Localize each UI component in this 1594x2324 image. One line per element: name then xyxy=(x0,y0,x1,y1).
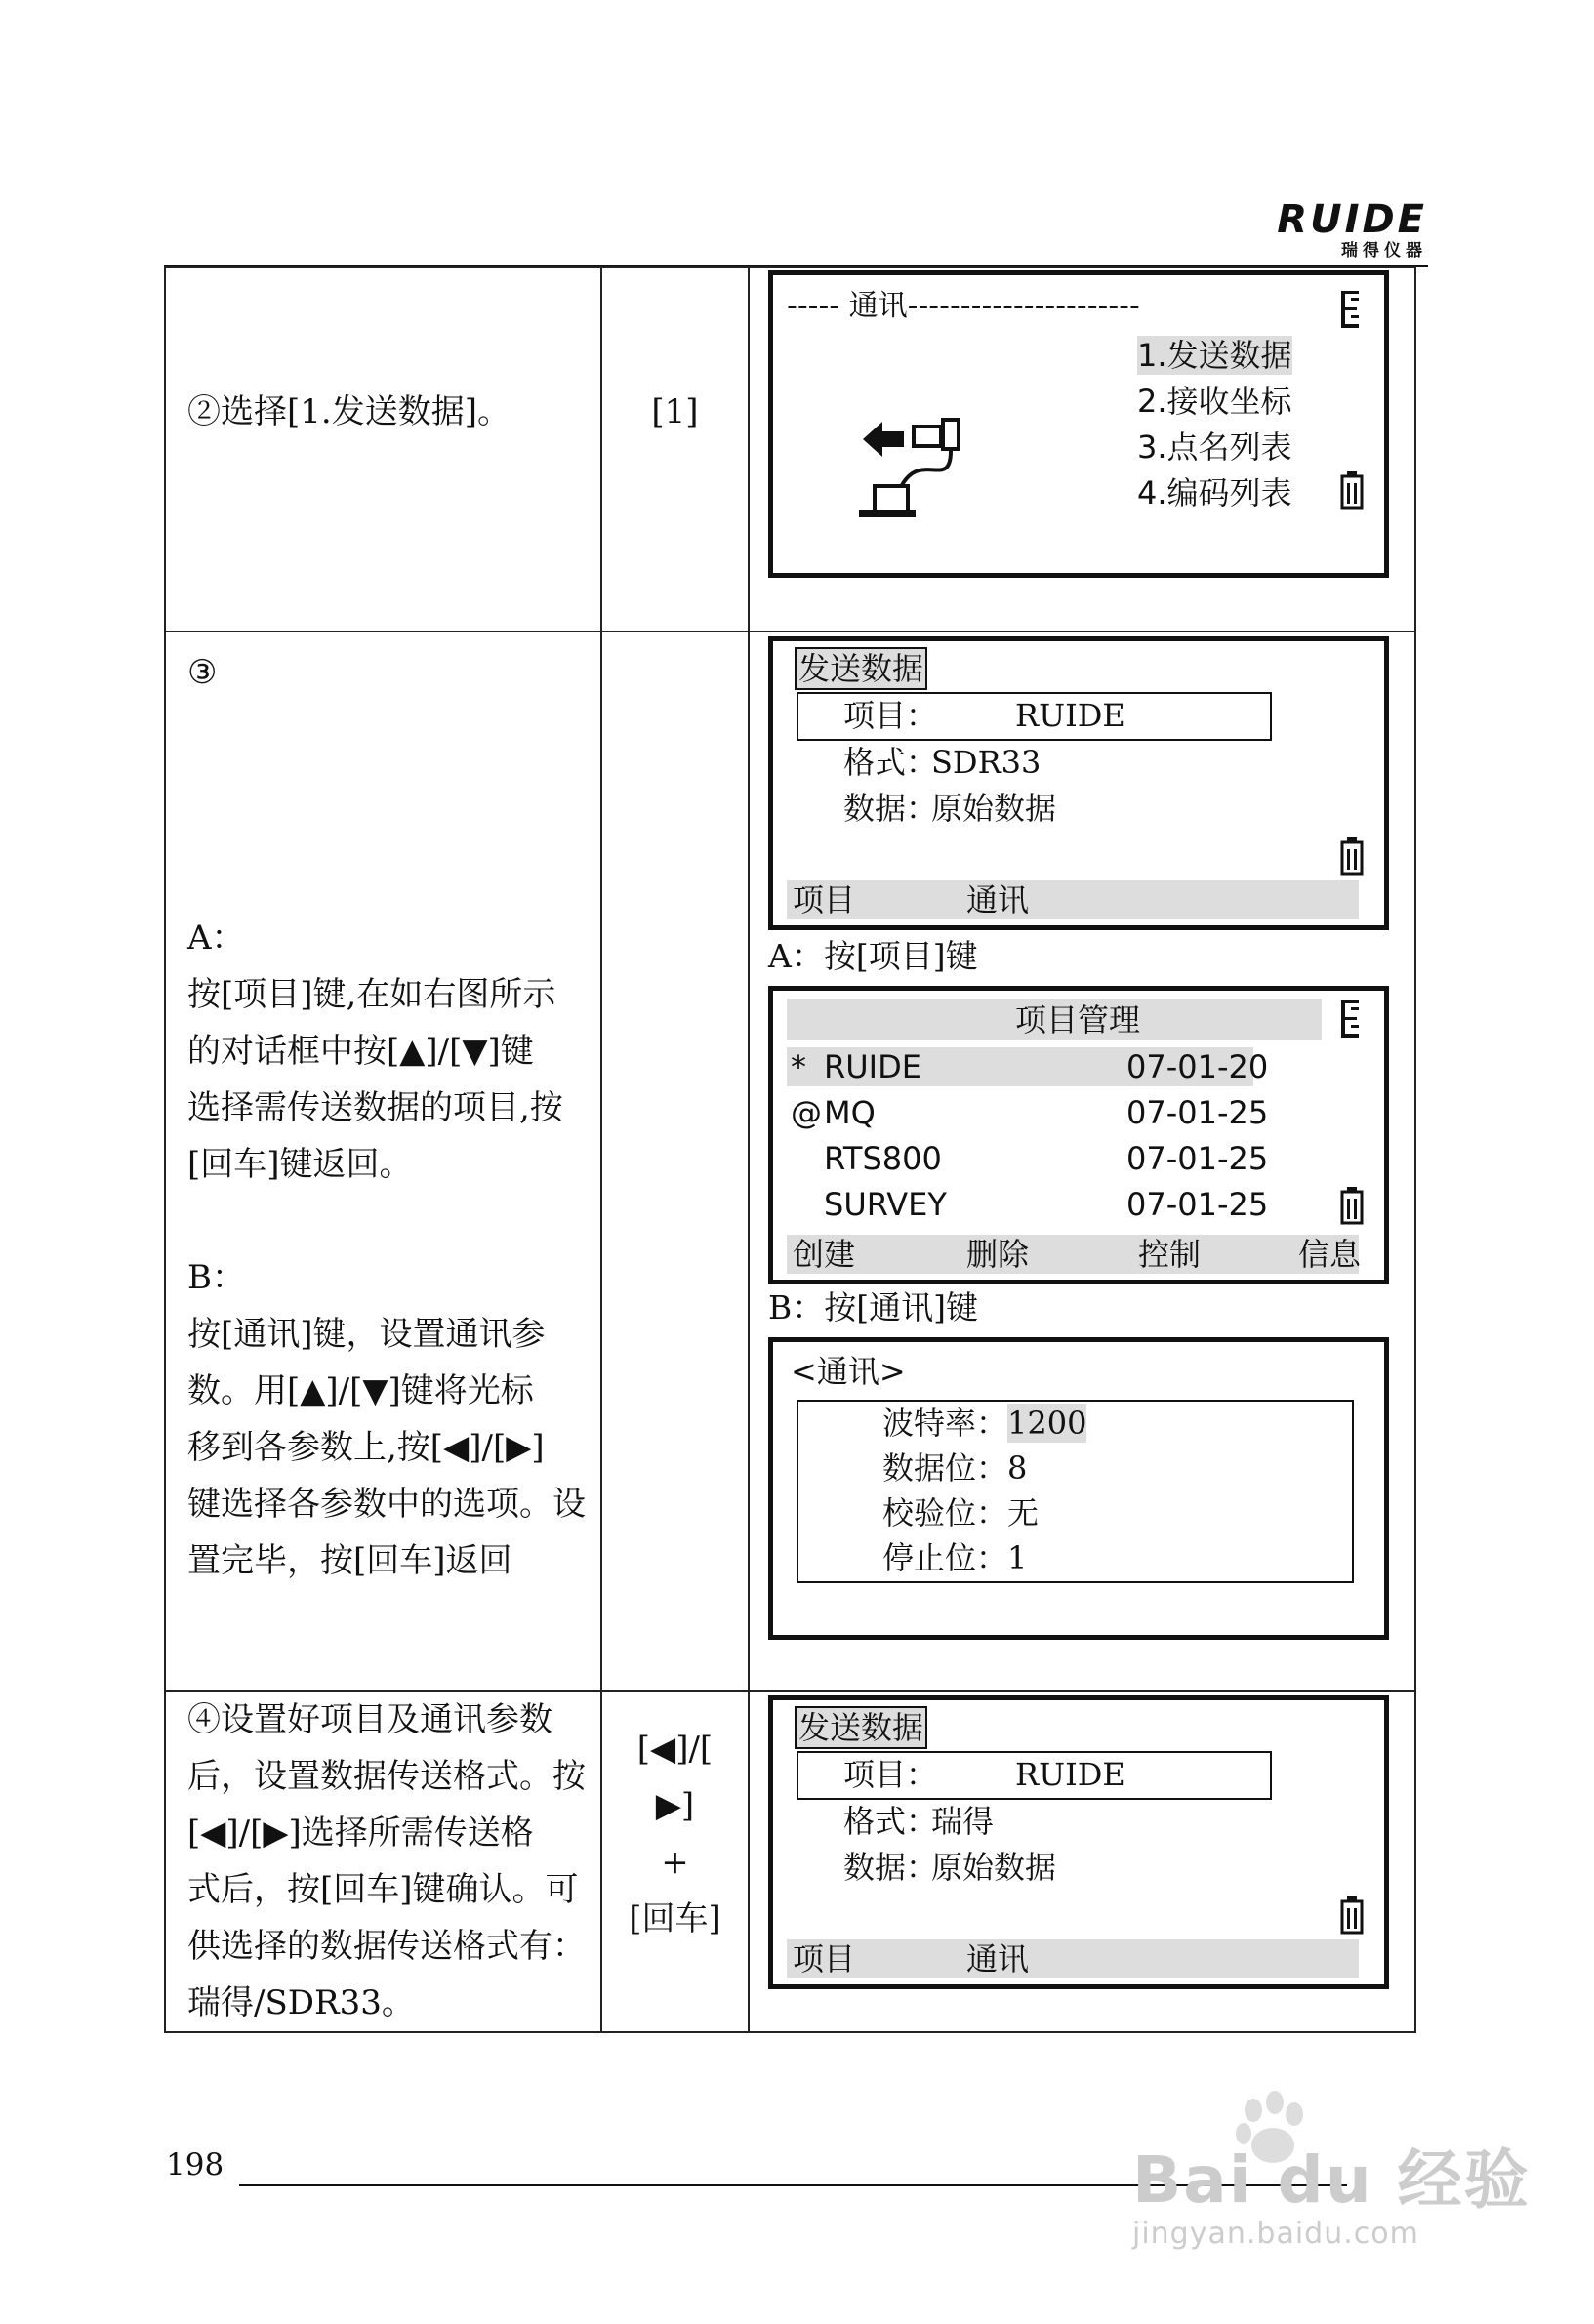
comm-item-send[interactable]: 1.发送数据 xyxy=(1137,337,1292,374)
step-3b-line: 数。用[▲]/[▼]键将光标 xyxy=(187,1371,534,1410)
step-key-cell xyxy=(601,1691,749,2032)
project-date: 07-01-25 xyxy=(1126,1186,1269,1223)
format-label: 格式： xyxy=(843,744,938,781)
step-description-cell xyxy=(165,632,601,1691)
step-3a-title: A： xyxy=(187,918,245,958)
project-mgmt-title: 项目管理 xyxy=(1015,1001,1141,1039)
watermark xyxy=(1132,2128,1531,2251)
softkey-comm[interactable]: 通讯 xyxy=(966,1940,1030,1977)
step-3b-line: 置完毕，按[回车]返回 xyxy=(187,1541,512,1580)
project-name[interactable]: SURVEY xyxy=(824,1186,947,1223)
signal-icon xyxy=(1337,999,1365,1040)
project-value[interactable]: RUIDE xyxy=(1015,697,1125,734)
step-4-line: 瑞得/SDR33。 xyxy=(187,1983,415,2022)
format-value[interactable]: SDR33 xyxy=(931,744,1042,781)
step-description-cell xyxy=(165,267,601,632)
step-4-line: 供选择的数据传送格式有： xyxy=(187,1927,586,1966)
param-value-databits[interactable]: 8 xyxy=(1007,1449,1028,1487)
data-label: 数据： xyxy=(843,1849,938,1886)
softkey-bar xyxy=(787,1235,1362,1274)
brand-logo xyxy=(1271,198,1427,261)
param-value-baud[interactable]: 1200 xyxy=(1007,1405,1087,1442)
params-frame xyxy=(797,1400,1354,1583)
comm-params-title: <通讯> xyxy=(791,1353,906,1390)
battery-icon xyxy=(1339,1186,1365,1225)
battery-icon xyxy=(1339,836,1365,876)
signal-icon xyxy=(1337,289,1365,330)
send-title: 发送数据 xyxy=(795,647,927,690)
step-3a-line: [回车]键返回。 xyxy=(187,1145,413,1184)
project-label: 项目： xyxy=(843,1756,938,1793)
step-3b-line: 按[通讯]键，设置通讯参 xyxy=(187,1315,546,1354)
step-4-key-line: ▶] xyxy=(655,1786,695,1825)
caption-b: B：按[通讯]键 xyxy=(768,1288,978,1326)
battery-icon xyxy=(1339,1896,1365,1935)
softkey-delete[interactable]: 删除 xyxy=(966,1236,1030,1273)
step-4-key-line: [◀]/[ xyxy=(636,1730,714,1769)
send-title: 发送数据 xyxy=(795,1706,927,1749)
project-name[interactable]: RTS800 xyxy=(824,1140,942,1177)
param-label: 波特率： xyxy=(882,1405,1008,1442)
softkey-project[interactable]: 项目 xyxy=(793,1940,856,1977)
comm-title-line: ----- 通讯---------------------- xyxy=(787,289,1140,323)
page-number: 198 xyxy=(166,2147,225,2182)
softkey-bar xyxy=(787,880,1359,919)
battery-icon xyxy=(1339,470,1365,510)
step-4-line: [◀]/[▶]选择所需传送格 xyxy=(187,1814,534,1853)
data-value[interactable]: 原始数据 xyxy=(931,790,1057,827)
param-value-parity[interactable]: 无 xyxy=(1007,1494,1040,1531)
step-3b-line: 键选择各参数中的选项。设 xyxy=(187,1485,586,1524)
comm-item-codes[interactable]: 4.编码列表 xyxy=(1137,474,1292,511)
lcd-project-management xyxy=(768,986,1389,1284)
step-3b-title: B： xyxy=(187,1258,245,1297)
comm-item-points[interactable]: 3.点名列表 xyxy=(1137,428,1292,466)
softkey-comm[interactable]: 通讯 xyxy=(966,881,1030,918)
step-3-marker: ③ xyxy=(187,653,218,692)
softkey-create[interactable]: 创建 xyxy=(793,1236,856,1273)
softkey-info[interactable]: 信息 xyxy=(1298,1236,1362,1273)
step-3a-line: 选择需传送数据的项目,按 xyxy=(187,1088,563,1127)
project-name[interactable]: RUIDE xyxy=(824,1048,921,1085)
step-2-text: ②选择[1.发送数据]。 xyxy=(187,392,511,431)
step-4-line: 后，设置数据传送格式。按 xyxy=(187,1757,586,1796)
step-3a-line: 按[项目]键,在如右图所示 xyxy=(187,975,556,1014)
project-label: 项目： xyxy=(843,697,938,734)
logo-subtitle: 瑞得仪器 xyxy=(1341,241,1427,261)
step-3a-line: 的对话框中按[▲]/[▼]键 xyxy=(187,1032,534,1071)
param-label: 校验位： xyxy=(882,1494,1008,1531)
data-value[interactable]: 原始数据 xyxy=(931,1849,1057,1886)
row-marker: @ xyxy=(791,1094,822,1131)
param-label: 数据位： xyxy=(882,1449,1008,1487)
step-key-cell xyxy=(601,267,749,632)
logo-wordmark: RUIDE xyxy=(1277,197,1427,242)
project-date: 07-01-25 xyxy=(1126,1094,1269,1131)
softkey-bar xyxy=(787,1939,1359,1978)
project-date: 07-01-20 xyxy=(1126,1048,1269,1085)
step-4-key-line: + xyxy=(661,1843,689,1882)
comm-item-receive[interactable]: 2.接收坐标 xyxy=(1137,383,1292,420)
param-value-stopbits[interactable]: 1 xyxy=(1007,1539,1028,1576)
softkey-control[interactable]: 控制 xyxy=(1138,1236,1202,1273)
watermark-logo: Bai du 经验 xyxy=(1132,2142,1531,2218)
project-name[interactable]: MQ xyxy=(824,1094,876,1131)
step-4-line: 式后，按[回车]键确认。可 xyxy=(187,1870,579,1909)
lcd-send-data-sdr33 xyxy=(768,636,1389,930)
step-3b-line: 移到各参数上,按[◀]/[▶] xyxy=(187,1428,545,1467)
row-marker: * xyxy=(791,1048,806,1085)
watermark-url: jingyan.baidu.com xyxy=(1132,2217,1419,2251)
data-label: 数据： xyxy=(843,790,938,827)
step-description-cell xyxy=(165,1691,601,2032)
step-4-line: ④设置好项目及通讯参数 xyxy=(187,1700,552,1739)
lcd-comm-menu xyxy=(768,270,1389,578)
softkey-project[interactable]: 项目 xyxy=(793,881,856,918)
step-4-key-line: [回车] xyxy=(629,1899,721,1938)
project-date: 07-01-25 xyxy=(1126,1140,1269,1177)
project-value[interactable]: RUIDE xyxy=(1015,1756,1125,1793)
param-label: 停止位： xyxy=(882,1539,1008,1576)
format-label: 格式： xyxy=(843,1803,938,1840)
computer-transfer-icon xyxy=(853,383,1014,519)
step-key-cell xyxy=(601,632,749,1691)
format-value[interactable]: 瑞得 xyxy=(931,1803,995,1840)
lcd-send-data-ruide xyxy=(768,1695,1389,1989)
caption-a: A：按[项目]键 xyxy=(768,937,978,975)
lcd-comm-params xyxy=(768,1337,1389,1640)
step-2-key: [1] xyxy=(651,392,699,431)
